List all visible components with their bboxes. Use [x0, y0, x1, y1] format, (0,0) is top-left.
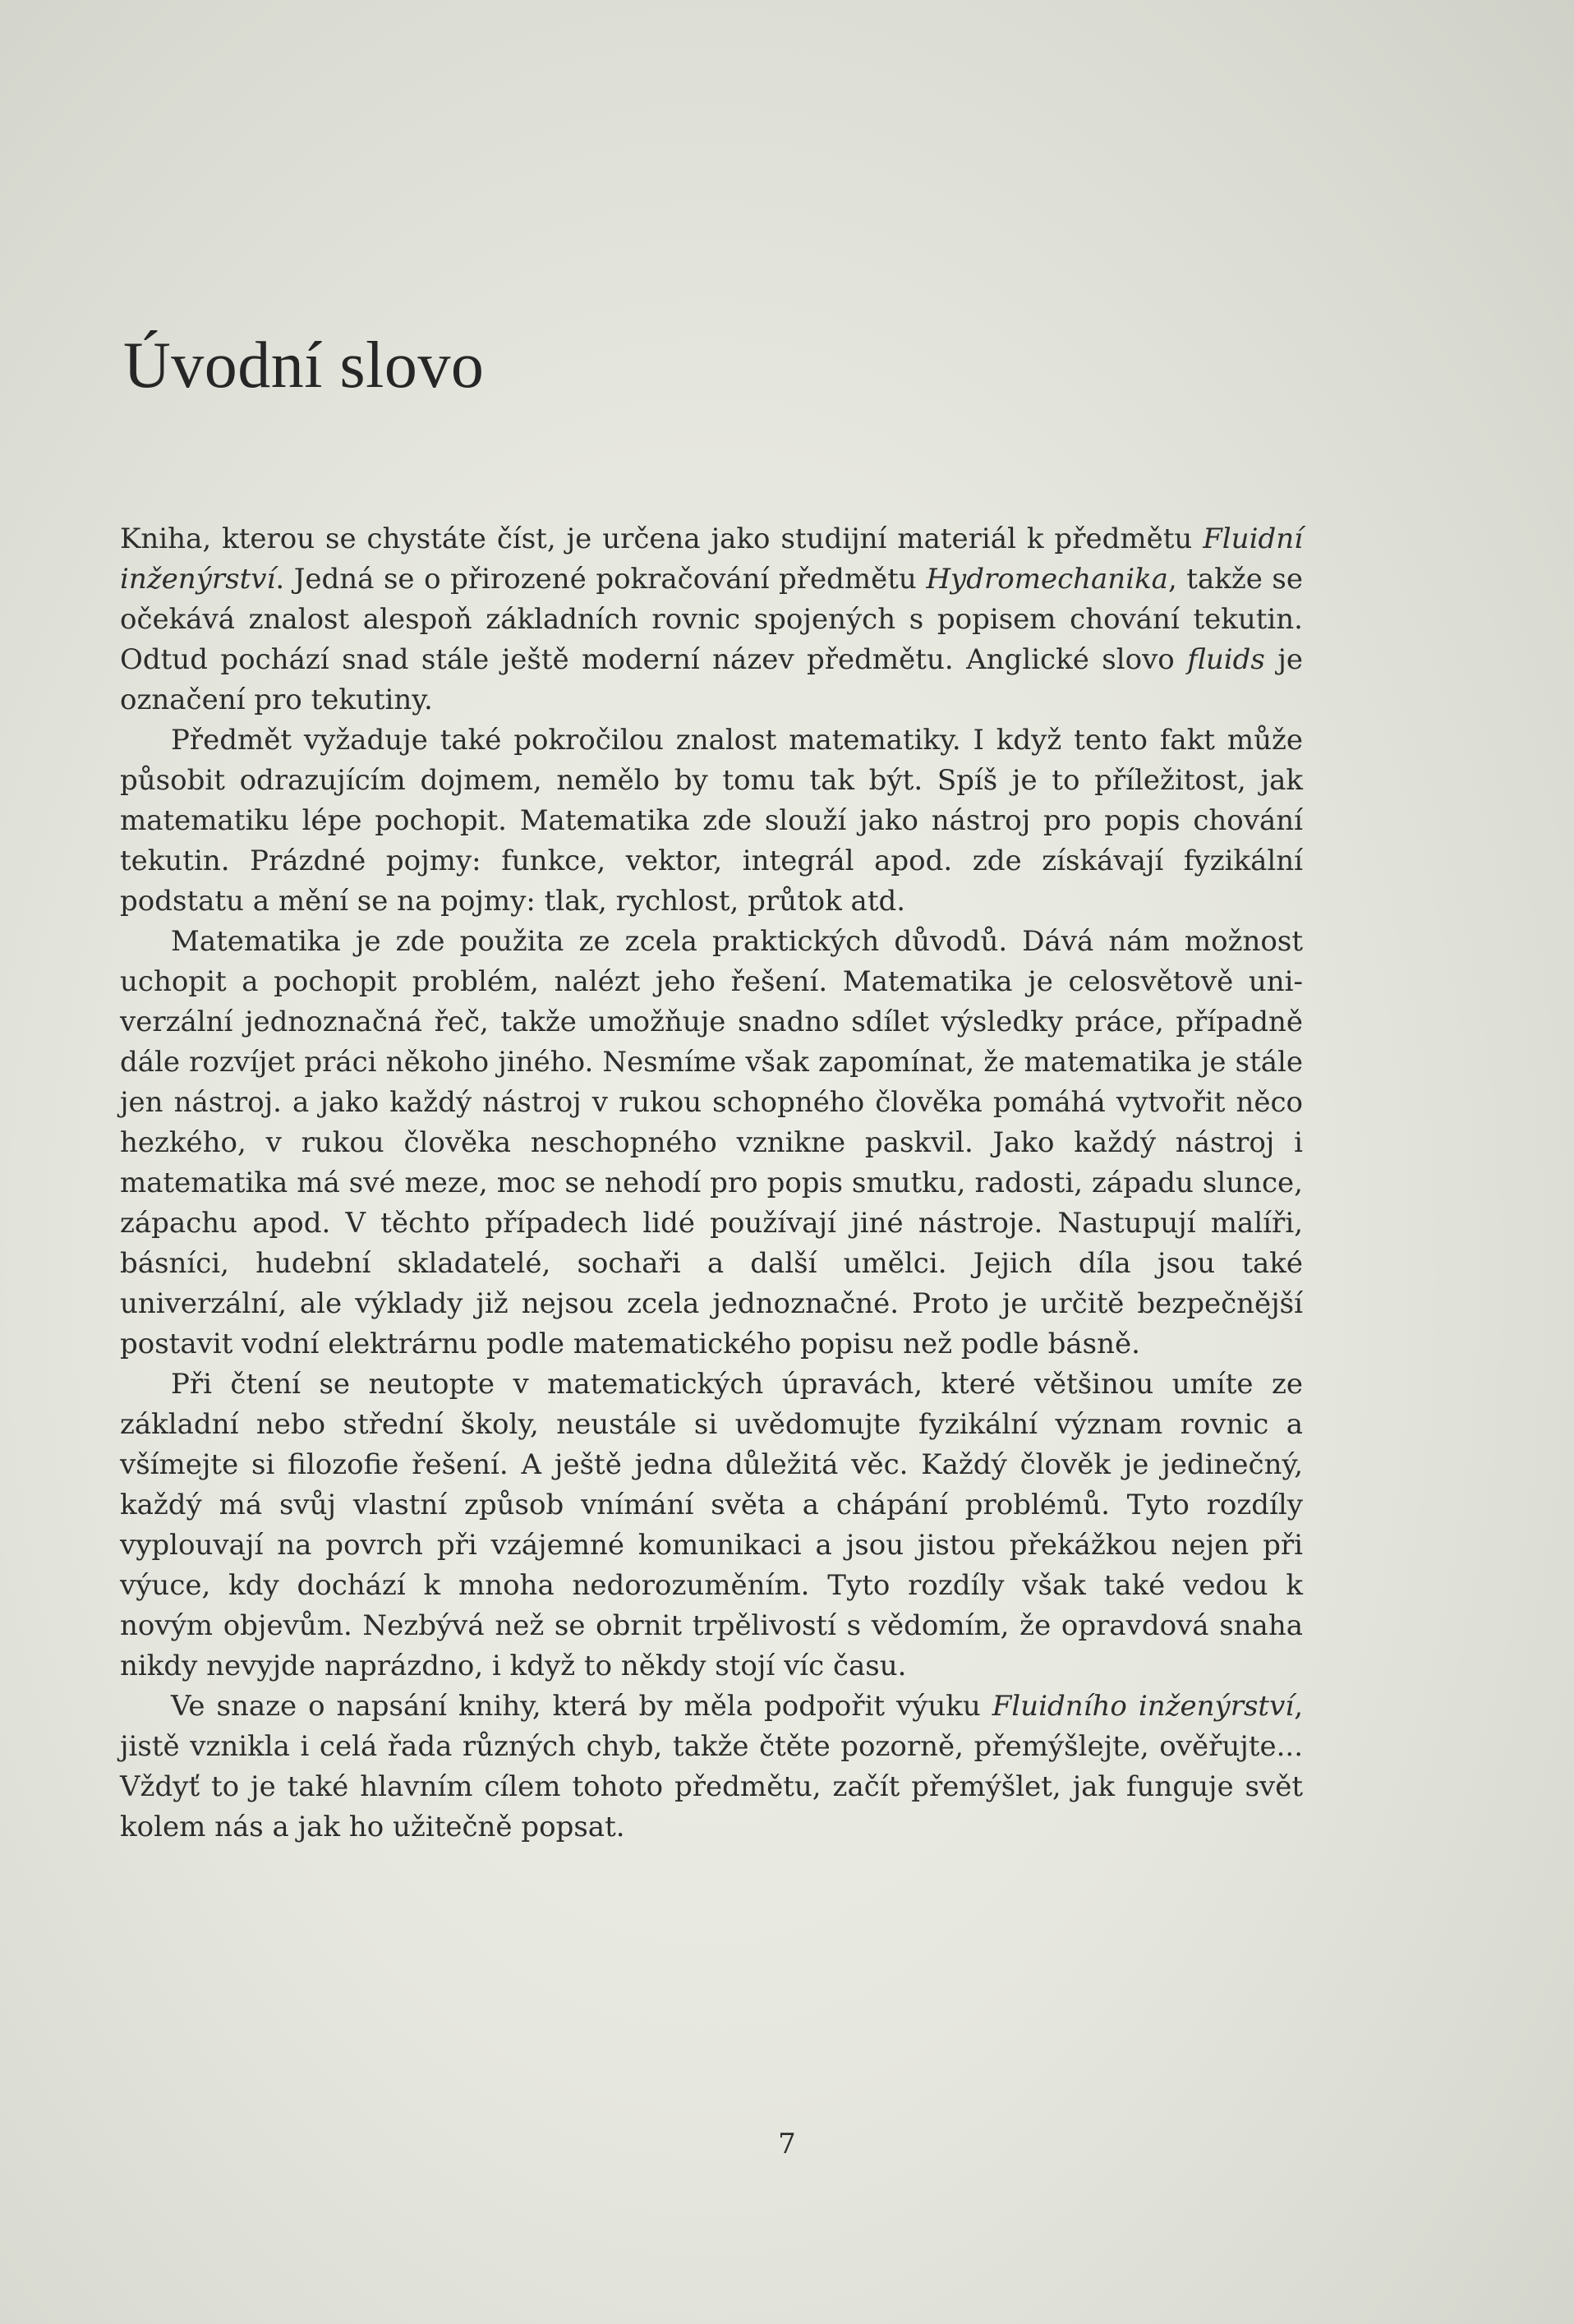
body-text	[120, 519, 1303, 1848]
paragraph	[120, 519, 1303, 720]
paragraph-text: je označení pro tekutiny.	[120, 643, 1303, 716]
paragraph	[120, 922, 1303, 1364]
paragraph-text: Kniha, kterou se chystáte číst, je určena jako studijní materiál k předmětu	[120, 522, 1204, 555]
italic-term: Fluidního inženýrství	[992, 1690, 1295, 1723]
paragraph-text: Při čtení se neutopte v matematických úpravách, které většinou umíte ze základní nebo střední školy, neustále si uvědomujte fyzikální význam rovnic a všímejte si filozofie řešení. A ještě jedna důležitá věc. Každý člověk je jedinečný, každý má svůj vlastní způsob vnímání světa a chápání problémů. Tyto rozdíly vyplouvají na povrch při vzájemné komunikaci a jsou jistou překážkou nejen při výuce, kdy dochází k mnoha nedorozuměním. Tyto rozdíly však také vedou k novým objevům. Nezbývá než se obrnit trpělivostí s vědomím, že opravdová snaha nikdy nevyjde naprázdno, i když to někdy stojí víc času.	[120, 1368, 1303, 1682]
paragraph-text: , takže se očekává znalost alespoň základních rovnic spojených s popisem chování tekutin. Odtud pochází snad stále ještě moderní název předmětu. Anglické slovo	[120, 563, 1303, 676]
paragraph-text: Ve snaze o napsání knihy, která by měla podpořit výuku	[171, 1690, 992, 1723]
paragraph	[120, 720, 1303, 922]
paragraph	[120, 1364, 1303, 1687]
paragraph-text: , jistě vznikla i celá řada různých chyb, takže čtěte pozorně, přemýšlejte, ověřujte... Vždyť to je také hlavním cílem tohoto předmětu, začít přemýšlet, jak funguje svět kolem nás a jak ho užitečně popsat.	[120, 1690, 1303, 1843]
italic-term: Fluidní inženýrství	[120, 522, 1303, 596]
paragraph	[120, 1687, 1303, 1848]
chapter-title: Úvodní slovo	[123, 329, 485, 402]
italic-term: Hydromechanika	[926, 563, 1168, 596]
italic-term: fluids	[1187, 643, 1265, 676]
paragraph-text: . Jedná se o přirozené pokračování předmětu	[275, 563, 927, 596]
paragraph-text: Předmět vyžaduje také pokročilou znalost matematiky. I když tento fakt může působit odrazujícím dojmem, nemělo by tomu tak být. Spíš je to příležitost, jak matematiku lépe pochopit. Matematika zde slouží jako nástroj pro popis chování tekutin. Prázdné pojmy: funkce, vektor, integrál apod. zde získávají fyzikální podstatu a mění se na pojmy: tlak, rychlost, průtok atd.	[120, 724, 1303, 918]
page-number: 7	[778, 2128, 796, 2161]
paragraph-text: Matematika je zde použita ze zcela praktických důvodů. Dává nám možnost uchopit a pochopit problém, nalézt jeho řešení. Matematika je celosvětově univerzální jednoznačná řeč, takže umožňuje snadno sdílet výsledky práce, případně dále rozvíjet práci někoho jiného. Nesmíme však zapomínat, že matematika je stále jen nástroj. a jako každý nástroj v rukou schopného člověka pomáhá vytvořit něco hezkého, v rukou člověka neschopného vznikne paskvil. Jako každý nástroj i matematika má své meze, moc se nehodí pro popis smutku, radosti, západu slunce, zápachu apod. V těchto případech lidé používají jiné nástroje. Nastupují malíři, básníci, hudební skladatelé, sochaři a další umělci. Jejich díla jsou také univerzální, ale výklady již nejsou zcela jednoznačné. Proto je určitě bezpečnější postavit vodní elektrárnu podle matematického popisu než podle básně.	[120, 925, 1303, 1360]
